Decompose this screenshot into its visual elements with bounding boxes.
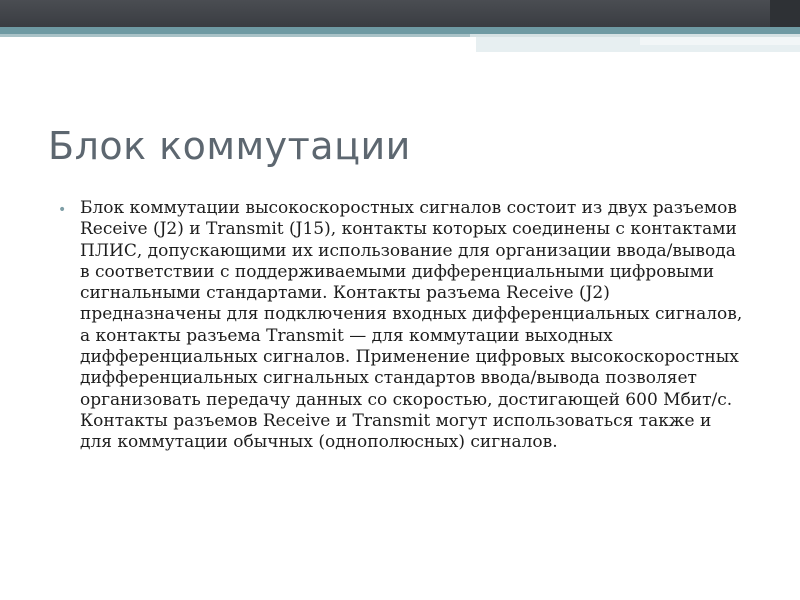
header-band-corner [770,0,800,27]
accent-strip-light [0,34,470,37]
bullet-text: Блок коммутации высокоскоростных сигналов состоит из двух разъемов Receive (J2) и Transmit (J15), контакты которых соединены с контактами ПЛИС, допускающими их использование для организации ввода/вывода в соответствии с поддерживаемыми дифференциальными цифровыми сигнальными стандартами. Контакты разъема Receive (J2) предназначены для подключения входных дифференциальных сигналов, а контакты разъема Transmit — для коммутации выходных дифференциальных сигналов. Применение цифровых высокоскоростных дифференциальных сигнальных стандартов ввода/вывода позволяет организовать передачу данных со скоростью, достигающей 600 Мбит/с. Контакты разъемов Receive и Transmit могут использоваться также и для коммутации обычных (однополюсных) сигналов. [80,198,743,453]
bullet-icon: • [58,202,67,218]
accent-strip [0,27,800,34]
slide-title: Блок коммутации [48,124,411,168]
decorative-bar-small [640,37,800,45]
bullet-item [58,198,758,454]
header-band [0,0,800,27]
